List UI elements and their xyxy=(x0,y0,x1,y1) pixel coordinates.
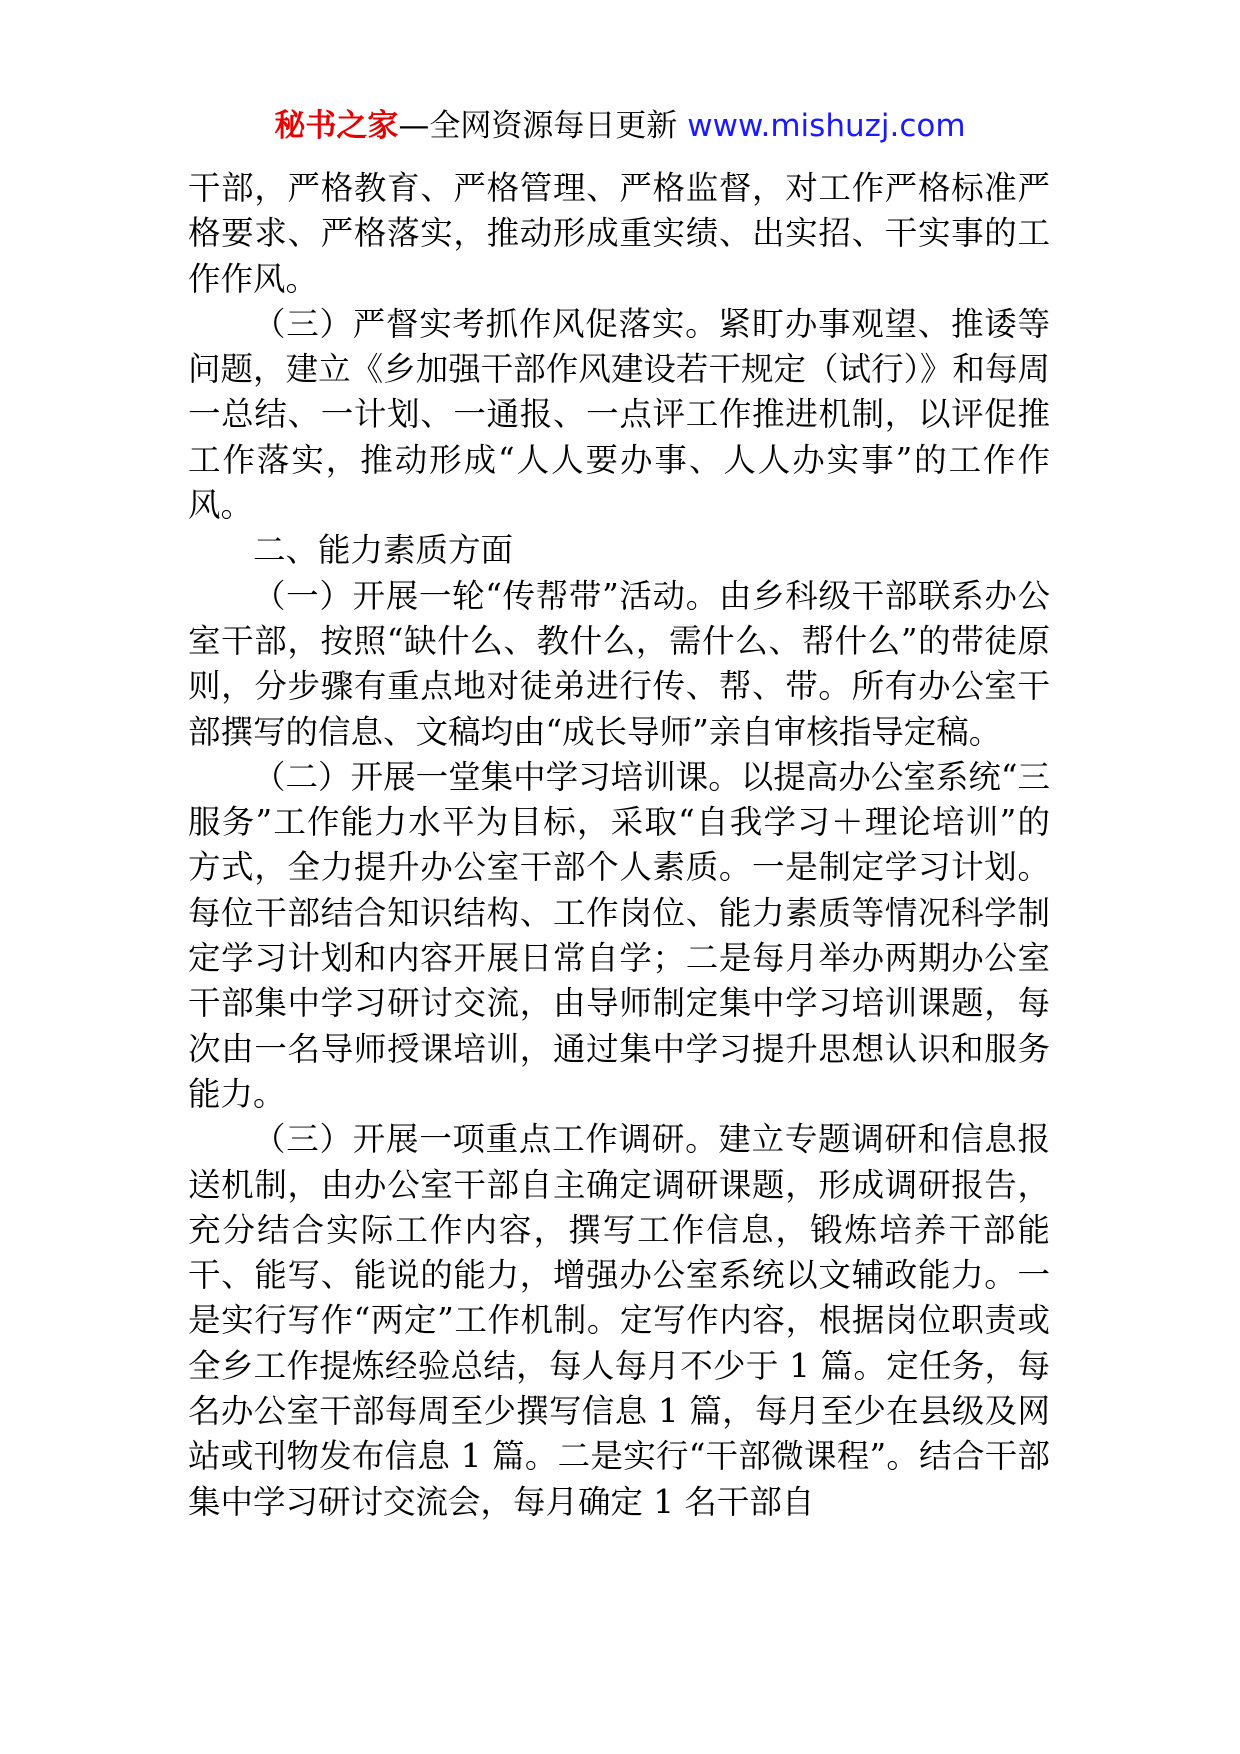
document-body xyxy=(188,166,1050,1525)
paragraph-section-2-1: （一）开展一轮“传帮带”活动。由乡科级干部联系办公室干部，按照“缺什么、教什么，需什么、帮什么”的带徒原则，分步骤有重点地对徒弟进行传、帮、带。所有办公室干部撰写的信息、文稿均由“成长导师”亲自审核指导定稿。 xyxy=(188,576,1050,751)
header-tagline: —全网资源每日更新 xyxy=(398,108,688,144)
paragraph-continuation: 干部，严格教育、严格管理、严格监督，对工作严格标准严格要求、严格落实，推动形成重实绩、出实招、干实事的工作作风。 xyxy=(188,169,1050,298)
page-header xyxy=(0,104,1240,148)
brand-name: 秘书之家 xyxy=(274,108,399,144)
paragraph-section-2-2: （二）开展一堂集中学习培训课。以提高办公室系统“三服务”工作能力水平为目标，采取“自我学习＋理论培训”的方式，全力提升办公室干部个人素质。一是制定学习计划。每位干部结合知识结构、工作岗位、能力素质等情况科学制定学习计划和内容开展日常自学；二是每月举办两期办公室干部集中学习研讨交流，由导师制定集中学习培训课题，每次由一名导师授课培训，通过集中学习提升思想认识和服务能力。 xyxy=(188,757,1050,1113)
section-heading-2: 二、能力素质方面 xyxy=(253,531,514,570)
paragraph-section-1-3: （三）严督实考抓作风促落实。紧盯办事观望、推诿等问题，建立《乡加强干部作风建设若干规定（试行）》和每周一总结、一计划、一通报、一点评工作推进机制，以评促推工作落实，推动形成“人人要办事、人人办实事”的工作作风。 xyxy=(188,304,1050,525)
website-link[interactable]: www.mishuzj.com xyxy=(687,108,966,144)
paragraph-section-2-3: （三）开展一项重点工作调研。建立专题调研和信息报送机制，由办公室干部自主确定调研课题，形成调研报告，充分结合实际工作内容，撰写工作信息，锻炼培养干部能干、能写、能说的能力，增强办公室系统以文辅政能力。一是实行写作“两定”工作机制。定写作内容，根据岗位职责或全乡工作提炼经验总结，每人每月不少于 1 篇。定任务，每名办公室干部每周至少撰写信息 1 篇，每月至少在县级及网站或刊物发布信息 1 篇。二是实行“干部微课程”。结合干部集中学习研讨交流会，每月确定 1 名干部自 xyxy=(188,1120,1050,1521)
